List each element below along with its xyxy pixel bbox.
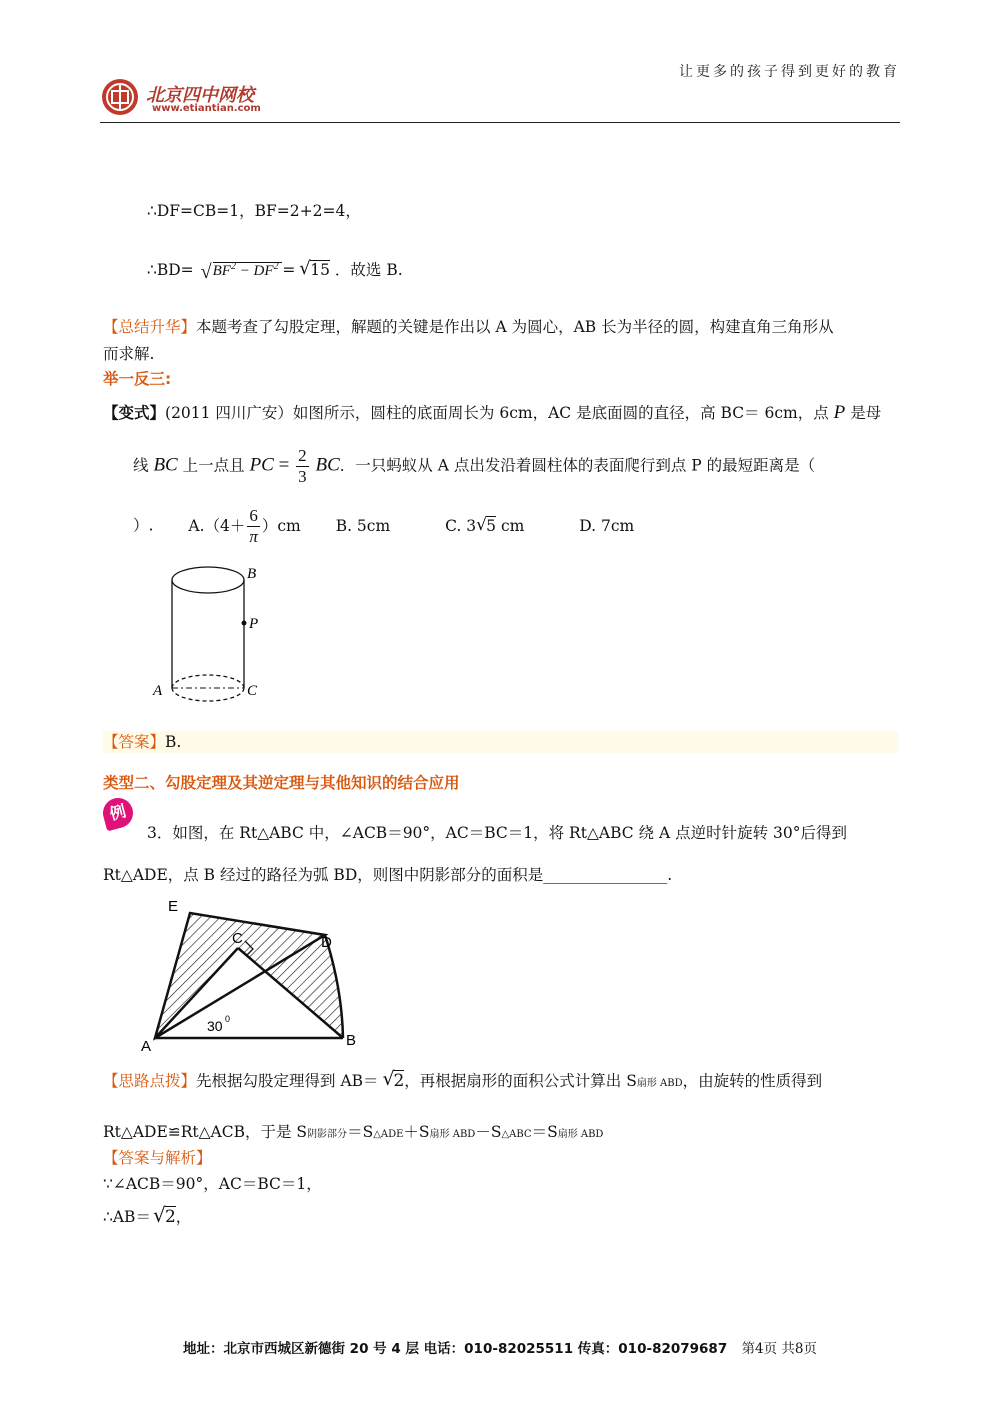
- answer2-tag: 【答案与解析】: [103, 1149, 212, 1167]
- answer-blank[interactable]: ________________: [543, 866, 668, 884]
- header-slogan: 让更多的孩子得到更好的教育: [679, 64, 900, 80]
- footer-address: 地址：北京市西城区新德街 20 号 4 层 电话：010-82025511 传真：010-82079687: [182, 1341, 728, 1357]
- fig3-label-c: C: [232, 930, 243, 947]
- solution-line-1: ∴DF=CB=1，BF=2+2=4，: [147, 202, 361, 220]
- rotation-figure: [135, 893, 370, 1053]
- fig3-label-b: B: [346, 1032, 357, 1049]
- hint-line-2: Rt△ADE≌Rt△ACB，于是 S阴影部分＝S△ADE＋S扇形 ABD－S△ABC＝S扇形 ABD: [103, 1123, 604, 1141]
- header-rule: [100, 122, 900, 123]
- logo-icon: [100, 77, 140, 117]
- answer-tag: 【答案】: [103, 733, 166, 751]
- cylinder-figure: [150, 560, 270, 720]
- summary-line-2: 而求解.: [103, 345, 155, 363]
- fig3-label-d: D: [321, 934, 332, 951]
- variant-line-1: 【变式】(2011 四川广安）如图所示，圆柱的底面周长为 6cm，AC 是底面圆的直径，高 BC＝ 6cm，点 P 是母: [103, 402, 882, 423]
- solution-line-2: ∴BD= √ $BF^2 - DF^2$ = √ 15 ．故选 B.: [147, 258, 403, 283]
- answer2-line-2: ∴AB＝ √ 2，: [103, 1203, 192, 1227]
- option-a: A.（4＋ $\frac{6}{\pi}$ ）cm: [188, 506, 301, 546]
- problem3-line-1: 3．如图，在 Rt△ABC 中，∠ACB＝90°，AC＝BC＝1，将 Rt△ABC 绕 A 点逆时针旋转 30°后得到: [147, 824, 847, 842]
- problem3-line-2: Rt△ADE，点 B 经过的路径为弧 BD，则图中阴影部分的面积是________________.: [103, 866, 673, 884]
- logo-url: www.etiantian.com: [152, 103, 261, 114]
- fig3-angle-deg: 0: [225, 1014, 231, 1024]
- header: [100, 55, 900, 125]
- footer-page: 第4页 共8页: [741, 1341, 818, 1357]
- cyl-label-a: A: [153, 683, 163, 699]
- hint-tag: 【思路点拨】: [103, 1072, 197, 1090]
- variant-options: ）. A.（4＋ $\frac{6}{\pi}$ ）cm B. 5cm C. 3 √ 5 cm D. 7cm: [133, 506, 635, 546]
- example-badge: 例: [100, 795, 137, 832]
- summary-tag: 【总结升华】: [103, 318, 197, 336]
- fig3-angle: 30: [207, 1018, 223, 1034]
- variant-line-2: 线 BC 上一点且 PC = $\frac{2}{3}$ BC．一只蚂蚁从 A 点出发沿着圆柱体的表面爬行到点 P 的最短距离是（: [133, 446, 816, 486]
- option-d: D. 7cm: [579, 516, 635, 535]
- type2-title: 类型二、勾股定理及其逆定理与其他知识的结合应用: [103, 774, 460, 792]
- cyl-label-b: B: [247, 566, 257, 582]
- fig3-label-e: E: [168, 898, 179, 915]
- option-b: B. 5cm: [335, 516, 391, 535]
- cyl-label-p: P: [249, 616, 259, 632]
- variant-tag: 【变式】: [103, 404, 166, 422]
- footer: [0, 1337, 1000, 1357]
- summary-line-1: 【总结升华】本题考查了勾股定理，解题的关键是作出以 A 为圆心，AB 长为半径的圆，构建直角三角形从: [103, 318, 834, 336]
- hint-line-1: 【思路点拨】先根据勾股定理得到 AB＝ √ 2，再根据扇形的面积公式计算出 S扇形 ABD，由旋转的性质得到: [103, 1068, 823, 1091]
- practice-title: 举一反三:: [103, 370, 172, 388]
- logo-title: 北京四中网校: [146, 85, 254, 106]
- answer-1: 【答案】B.: [103, 731, 898, 753]
- answer2-line-1: ∵∠ACB＝90°，AC＝BC＝1，: [103, 1175, 322, 1193]
- fig3-label-a: A: [141, 1038, 152, 1053]
- cyl-label-c: C: [247, 683, 258, 699]
- option-c: C. 3 √ 5 cm: [445, 514, 525, 535]
